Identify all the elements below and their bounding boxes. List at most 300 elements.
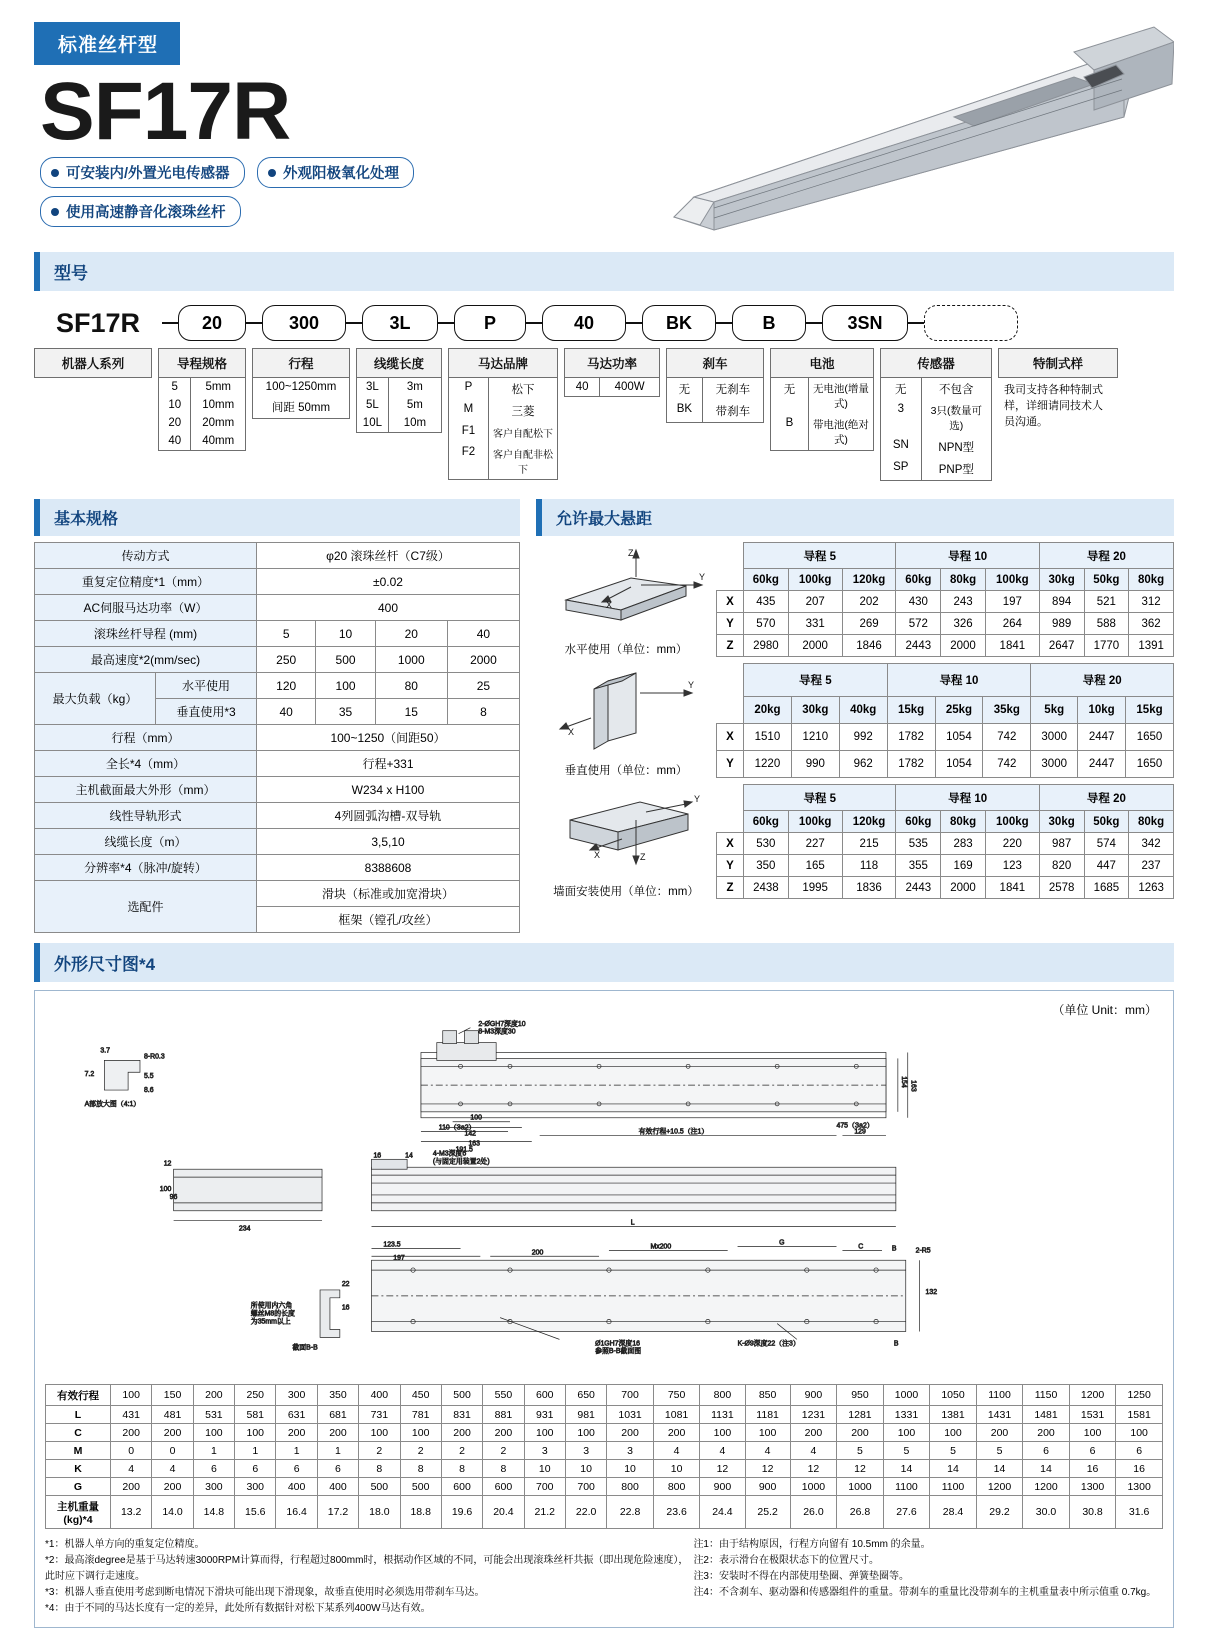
- cell: 531: [193, 1406, 234, 1424]
- cell: 900: [745, 1478, 790, 1496]
- cell: 5: [837, 1442, 884, 1460]
- spec-sublabel: 垂直使用*3: [156, 699, 257, 725]
- spec-value: 滑块（标准或加宽滑块）: [257, 881, 520, 907]
- spec-label: 滚珠丝杆导程 (mm): [35, 621, 257, 647]
- cell: 1531: [1069, 1406, 1116, 1424]
- cell: 2443: [896, 877, 941, 899]
- footnotes: [45, 1537, 1163, 1617]
- feature-badge-2: [257, 157, 414, 188]
- code-col-sensor-table: [880, 378, 992, 481]
- col-header: 300: [276, 1385, 317, 1406]
- svg-text:14: 14: [405, 1152, 413, 1160]
- cell: 600: [483, 1478, 524, 1496]
- code-col-stroke-table: [252, 378, 350, 419]
- cell: 8: [483, 1460, 524, 1478]
- svg-text:B: B: [893, 1340, 899, 1348]
- code-key: F1: [449, 422, 489, 443]
- spec-value: 4列圆弧沟槽-双导轨: [257, 803, 520, 829]
- code-box-cable[interactable]: 3L: [362, 305, 438, 341]
- svg-text:螺丝M8的长度: 螺丝M8的长度: [250, 1310, 295, 1318]
- cell: 0: [152, 1442, 193, 1460]
- svg-text:8.6: 8.6: [143, 1087, 154, 1095]
- cell: 2: [483, 1442, 524, 1460]
- cell: 169: [941, 855, 986, 877]
- code-box-battery[interactable]: B: [732, 305, 806, 341]
- cell: 362: [1129, 613, 1174, 635]
- bullet-icon: [51, 169, 59, 177]
- cell: 1331: [883, 1406, 930, 1424]
- cell: 1846: [842, 635, 896, 657]
- cell: 8: [441, 1460, 482, 1478]
- cell: 200: [976, 1424, 1023, 1442]
- cell: 10: [565, 1460, 606, 1478]
- lead-header: 导程 20: [1031, 664, 1174, 697]
- cell: 10: [607, 1460, 654, 1478]
- cell: 2000: [941, 635, 986, 657]
- load-header: 120kg: [842, 569, 896, 591]
- table-row: [717, 635, 1174, 657]
- lead-header: 导程 10: [896, 543, 1039, 569]
- load-header: 40kg: [839, 696, 887, 723]
- list-item: [449, 378, 557, 400]
- svg-text:16: 16: [373, 1152, 382, 1160]
- col-header: 500: [441, 1385, 482, 1406]
- lead-header: 导程 10: [896, 785, 1039, 811]
- svg-text:5.5: 5.5: [143, 1073, 154, 1081]
- cell: 300: [235, 1478, 276, 1496]
- table-row: [717, 811, 1174, 833]
- col-header: 100: [111, 1385, 152, 1406]
- spec-value: 35: [316, 699, 375, 725]
- svg-text:参照B-B截面图: 参照B-B截面图: [595, 1348, 642, 1356]
- cell: 447: [1084, 855, 1129, 877]
- code-box-motor-power[interactable]: 40: [542, 305, 626, 341]
- code-col-head-series: 机器人系列: [34, 348, 152, 378]
- cell: 4: [700, 1442, 745, 1460]
- cell: 1: [317, 1442, 358, 1460]
- cell: 25.2: [745, 1496, 790, 1529]
- col-header: 950: [837, 1385, 884, 1406]
- table-row: [46, 1442, 1163, 1460]
- code-col-head-lead: 导程规格: [158, 348, 246, 378]
- code-val: 5m: [406, 399, 423, 411]
- axis-label: X: [717, 833, 744, 855]
- cell: 16: [1116, 1460, 1163, 1478]
- cell: 1220: [744, 750, 792, 777]
- cell: 1210: [791, 723, 839, 750]
- cell: 1081: [653, 1406, 700, 1424]
- code-val: PNP型: [938, 464, 974, 476]
- cell: 14: [976, 1460, 1023, 1478]
- cell: 215: [842, 833, 896, 855]
- cell: 981: [565, 1406, 606, 1424]
- cell: 12: [837, 1460, 884, 1478]
- section-basic-spec: 基本规格: [34, 499, 520, 536]
- col-header: 650: [565, 1385, 606, 1406]
- table-row: [717, 543, 1174, 569]
- svg-text:234: 234: [238, 1225, 251, 1233]
- cell: 400: [276, 1478, 317, 1496]
- list-item: [881, 400, 991, 436]
- axis-label: Y: [717, 750, 744, 777]
- cell: 481: [152, 1406, 193, 1424]
- cell: 100: [700, 1424, 745, 1442]
- overhang-caption: 垂直使用（单位：mm）: [564, 765, 688, 777]
- cell: 1782: [887, 723, 935, 750]
- svg-text:C: C: [858, 1243, 864, 1251]
- feature-list: [40, 157, 654, 235]
- cell: 1300: [1116, 1478, 1163, 1496]
- cell: 10: [524, 1460, 565, 1478]
- code-val: 间距 50mm: [271, 402, 331, 414]
- code-col-head-battery: 电池: [770, 348, 874, 378]
- cell: 6: [1116, 1442, 1163, 1460]
- svg-text:Y: Y: [694, 794, 701, 804]
- cell: 6: [235, 1460, 276, 1478]
- load-header: 15kg: [887, 696, 935, 723]
- cell: 521: [1084, 591, 1129, 613]
- dash-divider: [346, 322, 362, 324]
- code-box-stroke[interactable]: 300: [262, 305, 346, 341]
- list-item: [159, 396, 245, 414]
- footnote: 注2：表示滑台在极限状态下的位置尺寸。: [693, 1555, 879, 1566]
- load-header: 80kg: [1129, 569, 1174, 591]
- code-val: 无刹车: [715, 384, 751, 396]
- spec-label: 最高速度*2(mm/sec): [35, 647, 257, 673]
- col-header: 1000: [883, 1385, 930, 1406]
- col-header: 600: [524, 1385, 565, 1406]
- code-box-sensor[interactable]: 3SN: [822, 305, 908, 341]
- cell: 631: [276, 1406, 317, 1424]
- spec-value: 400: [257, 595, 520, 621]
- cell: 26.0: [790, 1496, 837, 1529]
- cell: 700: [565, 1478, 606, 1496]
- cell: 1510: [744, 723, 792, 750]
- cell: 200: [152, 1478, 193, 1496]
- table-row: [35, 647, 520, 673]
- svg-text:X: X: [568, 727, 575, 737]
- row-header: G: [46, 1478, 111, 1496]
- code-key: 3L: [357, 378, 389, 396]
- cell: 350: [744, 855, 789, 877]
- table-row: [717, 833, 1174, 855]
- col-header: 1250: [1116, 1385, 1163, 1406]
- cell: 931: [524, 1406, 565, 1424]
- cell: 4: [745, 1442, 790, 1460]
- footnote: 注4：不含刹车、驱动器和传感器组件的重量。带刹车的重量比没带刹车的主机重量表中所示值重 0.7kg。: [693, 1587, 1157, 1598]
- dash-divider: [806, 322, 822, 324]
- axis-label: Y: [717, 855, 744, 877]
- footnotes-left: [45, 1537, 693, 1617]
- cell: 1650: [1126, 750, 1174, 777]
- table-row: [46, 1460, 1163, 1478]
- code-box-lead[interactable]: 20: [178, 305, 246, 341]
- list-item: [159, 432, 245, 450]
- code-box-brake[interactable]: BK: [642, 305, 716, 341]
- col-header: 1050: [930, 1385, 977, 1406]
- svg-text:8-M3深度30: 8-M3深度30: [478, 1028, 516, 1036]
- cell: 24.4: [700, 1496, 745, 1529]
- footnote: 注3：安装时不得在内部使用垫圈、弹簧垫圈等。: [693, 1571, 909, 1582]
- load-header: 80kg: [1129, 811, 1174, 833]
- cell: 342: [1129, 833, 1174, 855]
- cell: 1782: [887, 750, 935, 777]
- table-row: [46, 1424, 1163, 1442]
- load-header: 100kg: [788, 569, 842, 591]
- spec-value: 40: [257, 699, 316, 725]
- category-tag: 标准丝杆型: [40, 22, 180, 65]
- lead-header: 导程 5: [744, 543, 896, 569]
- spec-label: 线缆长度（m）: [35, 829, 257, 855]
- feature-badge-1: [40, 157, 245, 188]
- spec-value: ±0.02: [257, 569, 520, 595]
- cell: 6: [193, 1460, 234, 1478]
- spec-value: 1000: [375, 647, 447, 673]
- cell: 14: [883, 1460, 930, 1478]
- cell: 962: [839, 750, 887, 777]
- cell: 681: [317, 1406, 358, 1424]
- cell: 300: [193, 1478, 234, 1496]
- cell: 200: [111, 1424, 152, 1442]
- spec-value: 8: [447, 699, 519, 725]
- spec-label: 最大负载（kg）: [35, 673, 156, 725]
- cell: 1100: [883, 1478, 930, 1496]
- overhang-block-wall: [536, 784, 1174, 899]
- section-model-code: 型号: [34, 252, 1174, 291]
- svg-text:132: 132: [925, 1288, 938, 1296]
- table-row: [35, 751, 520, 777]
- load-header: 120kg: [842, 811, 896, 833]
- cell: 1000: [790, 1478, 837, 1496]
- cell: 600: [441, 1478, 482, 1496]
- load-header: 30kg: [1039, 811, 1084, 833]
- cell: 19.6: [441, 1496, 482, 1529]
- table-row: [46, 1496, 1163, 1529]
- feature-label: 使用高速静音化滚珠丝杆: [66, 204, 226, 221]
- spec-label: 全长*4（mm）: [35, 751, 257, 777]
- cell: 200: [152, 1424, 193, 1442]
- code-key: 无: [667, 378, 703, 400]
- spec-value: 40: [447, 621, 519, 647]
- dimension-table: [45, 1384, 1163, 1529]
- cell: 1031: [607, 1406, 654, 1424]
- cell: 4: [111, 1460, 152, 1478]
- cell: 100: [524, 1424, 565, 1442]
- cell: 2: [359, 1442, 400, 1460]
- list-item: [881, 436, 991, 458]
- code-key: 40: [565, 378, 600, 396]
- load-header: 60kg: [896, 811, 941, 833]
- cell: 435: [744, 591, 789, 613]
- axis-label: X: [717, 723, 744, 750]
- cell: 243: [941, 591, 986, 613]
- svg-text:X: X: [606, 600, 613, 610]
- svg-text:191.5: 191.5: [455, 1146, 473, 1154]
- cell: 100: [883, 1424, 930, 1442]
- load-header: 60kg: [744, 569, 789, 591]
- cell: 2438: [744, 877, 789, 899]
- cell: 18.0: [359, 1496, 400, 1529]
- svg-text:截面B-B: 截面B-B: [292, 1344, 318, 1352]
- col-header: 850: [745, 1385, 790, 1406]
- feature-label: 外观阳极氧化处理: [282, 165, 399, 182]
- cell: 3: [524, 1442, 565, 1460]
- cell: 331: [788, 613, 842, 635]
- code-col-brake-table: [666, 378, 764, 423]
- table-row: [717, 723, 1174, 750]
- cell: 6: [317, 1460, 358, 1478]
- cell: 4: [790, 1442, 837, 1460]
- code-val: 客户自配松下: [492, 429, 553, 440]
- cell: 1181: [745, 1406, 790, 1424]
- col-header: 1150: [1023, 1385, 1070, 1406]
- code-key: 5: [159, 378, 191, 396]
- cell: 220: [985, 833, 1039, 855]
- list-item: [357, 378, 441, 396]
- list-item: [253, 378, 349, 396]
- cell: 200: [1023, 1424, 1070, 1442]
- load-header: 20kg: [744, 696, 792, 723]
- cell: 16.4: [276, 1496, 317, 1529]
- spec-value: 15: [375, 699, 447, 725]
- model-code-block: [34, 305, 1174, 481]
- code-val: 3m: [406, 381, 423, 393]
- list-item: [565, 378, 659, 396]
- cell: 312: [1129, 591, 1174, 613]
- code-col-head-brand: 马达品牌: [448, 348, 558, 378]
- cell: 17.2: [317, 1496, 358, 1529]
- cell: 100: [1069, 1424, 1116, 1442]
- spec-value: 框架（镗孔/攻丝）: [257, 907, 520, 933]
- cell: 992: [839, 723, 887, 750]
- svg-text:为35mm以上: 为35mm以上: [250, 1318, 291, 1326]
- list-item: [881, 378, 991, 400]
- code-key: 3: [881, 400, 922, 436]
- svg-text:129: 129: [854, 1128, 866, 1136]
- col-header: 900: [790, 1385, 837, 1406]
- cell: 100: [565, 1424, 606, 1442]
- svg-text:所使用内六角: 所使用内六角: [250, 1302, 293, 1310]
- cell: 264: [985, 613, 1039, 635]
- dash-divider: [246, 322, 262, 324]
- svg-text:163: 163: [468, 1140, 480, 1148]
- cell: 5: [976, 1442, 1023, 1460]
- cell: 27.6: [883, 1496, 930, 1529]
- cell: 22.8: [607, 1496, 654, 1529]
- code-box-motor-brand[interactable]: P: [454, 305, 526, 341]
- table-row: [35, 569, 520, 595]
- lead-header: 导程 20: [1039, 543, 1173, 569]
- cell: 326: [941, 613, 986, 635]
- cell: 742: [983, 750, 1031, 777]
- cell: 2647: [1039, 635, 1084, 657]
- cell: 6: [1023, 1442, 1070, 1460]
- table-row: [35, 595, 520, 621]
- dash-divider: [438, 322, 454, 324]
- cell: 200: [276, 1424, 317, 1442]
- basic-spec-table: [34, 542, 520, 933]
- spec-value: φ20 滚珠丝杆（C7级）: [257, 543, 520, 569]
- load-header: 50kg: [1084, 811, 1129, 833]
- cell: 535: [896, 833, 941, 855]
- cell: 202: [842, 591, 896, 613]
- cell: 20.4: [483, 1496, 524, 1529]
- load-header: 100kg: [985, 569, 1039, 591]
- code-col-brand-table: [448, 378, 558, 480]
- axis-label: Z: [717, 635, 744, 657]
- cell: 1431: [976, 1406, 1023, 1424]
- table-row: [35, 725, 520, 751]
- cell: 400: [317, 1478, 358, 1496]
- spec-value: 100~1250（间距50）: [257, 725, 520, 751]
- spec-label: 重复定位精度*1（mm）: [35, 569, 257, 595]
- cell: 831: [441, 1406, 482, 1424]
- cell: 1391: [1129, 635, 1174, 657]
- code-key: 10L: [357, 414, 389, 432]
- code-box-custom[interactable]: [924, 305, 1018, 341]
- col-header: 1200: [1069, 1385, 1116, 1406]
- cell: 2443: [896, 635, 941, 657]
- load-header: 60kg: [744, 811, 789, 833]
- dash-divider: [716, 322, 732, 324]
- cell: 118: [842, 855, 896, 877]
- cell: 570: [744, 613, 789, 635]
- svg-text:L: L: [630, 1219, 635, 1227]
- svg-text:96: 96: [169, 1193, 178, 1201]
- row-header: L: [46, 1406, 111, 1424]
- cell: 8: [400, 1460, 441, 1478]
- row-header: M: [46, 1442, 111, 1460]
- col-header: 400: [359, 1385, 400, 1406]
- list-item: [449, 400, 557, 422]
- col-header: 350: [317, 1385, 358, 1406]
- table-row: [35, 777, 520, 803]
- cell: 742: [983, 723, 1031, 750]
- code-col-power-table: [564, 378, 660, 397]
- cell: 200: [653, 1424, 700, 1442]
- svg-text:有效行程+10.5（注1）: 有效行程+10.5（注1）: [638, 1128, 709, 1136]
- cell: 12: [790, 1460, 837, 1478]
- col-header: 750: [653, 1385, 700, 1406]
- table-row: [717, 591, 1174, 613]
- axis-label: X: [717, 591, 744, 613]
- cell: 1131: [700, 1406, 745, 1424]
- cell: 800: [653, 1478, 700, 1496]
- dash-divider: [908, 322, 924, 324]
- code-key: 无: [771, 378, 809, 414]
- cell: 1200: [976, 1478, 1023, 1496]
- cell: 100: [235, 1424, 276, 1442]
- cell: 1381: [930, 1406, 977, 1424]
- svg-text:4-M3深度6: 4-M3深度6: [432, 1150, 467, 1158]
- svg-text:110（За2）: 110（За2）: [438, 1124, 476, 1132]
- col-header: 1100: [976, 1385, 1023, 1406]
- dash-divider: [626, 322, 642, 324]
- svg-text:Y: Y: [688, 680, 695, 690]
- cell: 572: [896, 613, 941, 635]
- cell: 2: [400, 1442, 441, 1460]
- cell: 10: [653, 1460, 700, 1478]
- code-val: 3只(数量可选): [930, 405, 982, 432]
- code-col-cable-table: [356, 378, 442, 433]
- footnote: *4：由于不同的马达长度有一定的差异，此处所有数据针对松下某系列400W马达有效。: [45, 1603, 431, 1614]
- cell: 1685: [1084, 877, 1129, 899]
- overhang-block-vertical: [536, 663, 1174, 778]
- cell: 5: [883, 1442, 930, 1460]
- cell: 12: [700, 1460, 745, 1478]
- cell: 6: [276, 1460, 317, 1478]
- code-val: 400W: [614, 381, 645, 393]
